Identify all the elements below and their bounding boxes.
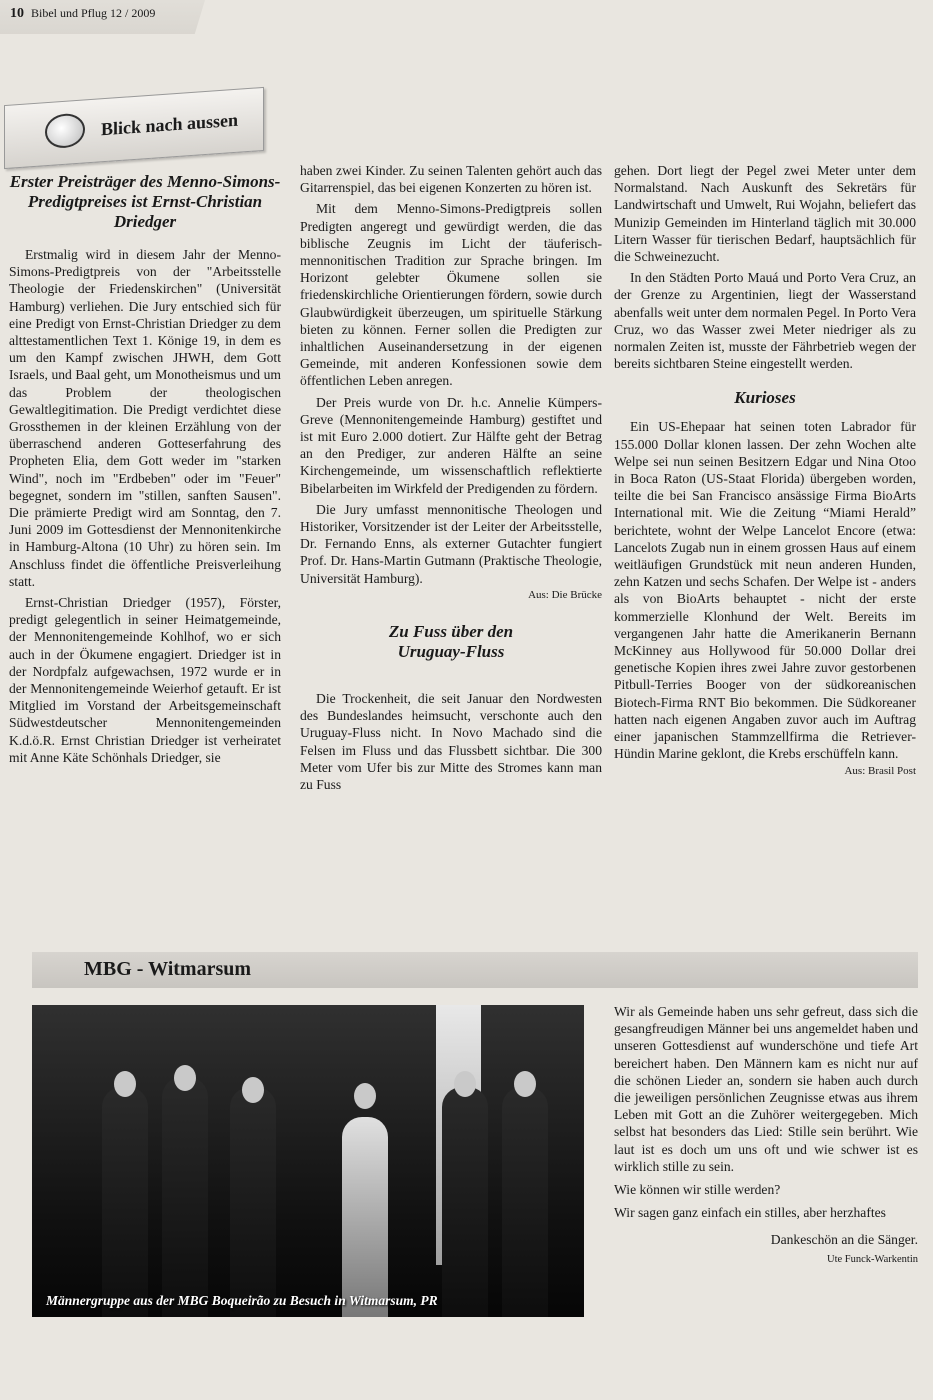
article1-paragraph: haben zwei Kinder. Zu seinen Talenten gehört auch das Gitarrenspiel, das bei eigenen Konzerten zu hören ist. bbox=[300, 163, 602, 196]
photo-person bbox=[230, 1087, 276, 1317]
article1-paragraph: Die Jury umfasst mennonitische Theologen und Historiker, Vorsitzender ist der Leiter der Arbeitsstelle, Dr. Fernando Enns, als externer Gutachter fungiert Prof. Dr. Hans-Martin Gutmann (Praktische Theologie, Universität Hamburg). bbox=[300, 501, 602, 586]
mbg-text bbox=[614, 1003, 918, 1268]
mbg-paragraph: Wie können wir stille werden? bbox=[614, 1182, 781, 1198]
article3-source: Aus: Brasil Post bbox=[844, 764, 916, 777]
page-header bbox=[10, 6, 155, 22]
issue-number: 12 / 2009 bbox=[110, 6, 156, 20]
column-3 bbox=[614, 162, 916, 780]
article1-title: Erster Preisträger des Menno-Simons-Predigtpreises ist Ernst-Christian Driedger bbox=[9, 172, 281, 231]
mbg-title: MBG - Witmarsum bbox=[84, 958, 252, 980]
article1-paragraph: Der Preis wurde von Dr. h.c. Annelie Kümpers-Greve (Mennonitengemeinde Hamburg) gestiftet und ist mit Euro 2.000 dotiert. Zur Hälfte geht der Betrag an den Prediger, zur anderen Hälfte an seine Kirchengemeinde, um wissenschaftlich reflektierte Bibelarbeiten im Wirkfeld der Predigenden zu fördern. bbox=[300, 394, 602, 496]
mbg-author: Ute Funck-Warkentin bbox=[826, 1253, 918, 1265]
photo-head bbox=[454, 1071, 476, 1097]
globe-icon bbox=[45, 112, 85, 149]
photo-head bbox=[242, 1077, 264, 1103]
photo-person bbox=[502, 1087, 548, 1317]
article1-paragraph: Ernst-Christian Driedger (1957), Förster, predigt gelegentlich in seiner Heimatgemeinde, der Mennonitengemeinde Kohlhof, wo er sich auch in der Ökumene engagiert. Driedger ist in der Nordpfalz aufgewachsen, 1972 wurde er in der Mennonitengemeinde Weierhof getauft. Er ist Mitglied im Vorstand der Arbeitsgemeinschaft Südwestdeutscher Mennonitengemeinden K.d.ö.R. Ernst Christian Driedger ist verheiratet mit Anne Käte Schönhals Driedger, sie bbox=[9, 595, 281, 765]
section-title: Blick nach aussen bbox=[101, 109, 239, 140]
article2-paragraph: In den Städten Porto Mauá und Porto Vera Cruz, an der Grenze zu Argentinien, liegt der Wasserstand abenfalls weit unter dem normalen Pegel. In Porto Vera Cruz, wo das Wasser zwei Meter niedriger als zu normalen Zeiten ist, musste der Fährbetrieb wegen der bereits sichtbaren Steine eingestellt werden. bbox=[614, 270, 916, 372]
article2-paragraph: Die Trockenheit, die seit Januar den Nordwesten des Bundeslandes heimsucht, verschonte auch den Uruguay-Fluss nicht. In Novo Machado sind die Felsen im Fluss und das Flussbett sichtbar. Die 300 Meter vom Ufer bis zur Mitte des Stromes kann man zu Fuss bbox=[300, 691, 602, 793]
photo-person bbox=[442, 1087, 488, 1317]
magazine-name: Bibel und Pflug bbox=[31, 6, 108, 20]
photo-head bbox=[174, 1065, 196, 1091]
mbg-paragraph: Wir als Gemeinde haben uns sehr gefreut, dass sich die gesangfreudigen Männer bei uns angemeldet haben und unseren Gottesdienst auf wunderschöne und tiefe Art bereichert haben. Den Männern kam es nicht nur auf die schönen Lieder an, sondern sie haben auch durch die jeweiligen persönlichen Zeugnisse etwas aus ihrem Leben mit Gott an die Zuhörer weitergegeben. Mich selbst hat besonders das Lied: Stille sein berührt. Wie laut ist es doch um uns oft und wie schwer ist es wirklich stille zu sein. bbox=[614, 1004, 918, 1174]
article2-title bbox=[300, 622, 602, 662]
photo-person bbox=[342, 1117, 388, 1317]
photo-person bbox=[102, 1087, 148, 1317]
article1-paragraph: Erstmalig wird in diesem Jahr der Menno-Simons-Predigtpreis von der "Arbeitsstelle Theologie der Friedenskirchen" (Universität Hamburg) verliehen. Die Jury entschied sich für eine Predigt von Ernst-Christian Driedger zu dem alttestamentlichen Text 1. Könige 19, in dem es um den Kampf zwischen JHWH, dem Gott Israels, und Baal geht, um Monotheismus und um das Problem der theologischen Gewaltlegitimation. Die Predigt verdichtet diese Grossthemen in der kleinen Erzählung von der überraschend anderen Gotteserfahrung des Propheten Elia, dem Gott weder im "starken Wind", noch im "Erdbeben" oder im "Feuer" begegnet, sondern im "stillen, sanften Sausen". Die prämierte Predigt wird am Sonntag, den 7. Juni 2009 im Gottesdienst der Mennonitenkirche in Hamburg-Altona (10 Uhr) zu hören sein. Im Anschluss findet die öffentliche Preisverleihung statt. bbox=[9, 247, 281, 589]
article2-paragraph: gehen. Dort liegt der Pegel zwei Meter unter dem Normalstand. Nach Auskunft des Sekretärs für Landwirtschaft und Umwelt, Rui Wojahn, beliefert das Munizip Gemeinden im Hinterland täglich mit 30.000 Litern Wasser für tierischen Bedarf, hauptsächlich für die Schweinezucht. bbox=[614, 163, 916, 265]
photo-head bbox=[354, 1083, 376, 1109]
photo-caption: Männergruppe aus der MBG Boqueirão zu Besuch in Witmarsum, PR bbox=[46, 1293, 438, 1308]
photo-head bbox=[514, 1071, 536, 1097]
article2-title-line2: Uruguay-Fluss bbox=[397, 642, 505, 662]
article3-title: Kurioses bbox=[734, 388, 796, 408]
mbg-paragraph: Wir sagen ganz einfach ein stilles, aber herzhaftes bbox=[614, 1205, 886, 1221]
mbg-thanks: Dankeschön an die Sänger. bbox=[770, 1232, 918, 1248]
article1-source: Aus: Die Brücke bbox=[528, 588, 602, 601]
photo-head bbox=[114, 1071, 136, 1097]
column-1 bbox=[9, 172, 281, 766]
column-2 bbox=[300, 162, 602, 793]
photo-person bbox=[162, 1077, 208, 1317]
article3-paragraph: Ein US-Ehepaar hat seinen toten Labrador für 155.000 Dollar klonen lassen. Der zehn Wochen alte Welpe sei nun seinen Besitzern Edgar und Nina Otoo in Boca Raton (US-Staat Florida) übergeben worden, teilte die bei San Francisco ansässige Firma BioArts International mit. Wie die Zeitung “Miami Herald” berichtete, wohnt der Welpe Lancelot Encore (etwa: Lancelots Zugab nun in einem grossen Haus auf einem weitläufigen Grundstück mit neun anderen Hunden, zehn Katzen und sechs Schafen. Der Welpe ist - anders als von BioArts behauptet - nicht der erste kommerzielle Klonhund der Welt. Bereits im vergangenen Jahr hatte die Amerikanerin Bernann McKinney aus Hollywood für 50.000 Dollar drei genetische Kopien ihres zwei Jahre zuvor gestorbenen Pitbull-Terries Booger von der südkoreanischen Biotech-Firma RNT Bio bekommen. Die Südkoreaner hatten nach eigenen Angaben zuvor auch im Auftrag einer japanischen Stammzellfirma die Retriever-Hündin Marine geklont, die Krebs erschüffeln kann. bbox=[614, 419, 916, 762]
article1-paragraph: Mit dem Menno-Simons-Predigtpreis sollen Predigten angeregt und gewürdigt werden, die das biblische Zeugnis im Licht der täuferisch-mennonitischen Tradition zur Sprache bringen. Im Horizont gelebter Ökumene sollen sie friedenskirchliche Orientierungen fördern, sowie durch Glaubwürdigkeit überzeugen, um spirituelle Stärkung bieten zu können. Ferner sollen die Predigten zur inhaltlichen Auseinandersetzung in der eigenen Gemeinde, mit anderen Konfessionen sowie dem öffentlichen Leben anregen. bbox=[300, 201, 602, 389]
mbg-section-bar bbox=[32, 952, 918, 988]
section-banner bbox=[4, 87, 264, 169]
article2-title-line1: Zu Fuss über den bbox=[388, 622, 514, 642]
choir-photo bbox=[32, 1005, 584, 1317]
page-number: 10 bbox=[10, 6, 24, 21]
